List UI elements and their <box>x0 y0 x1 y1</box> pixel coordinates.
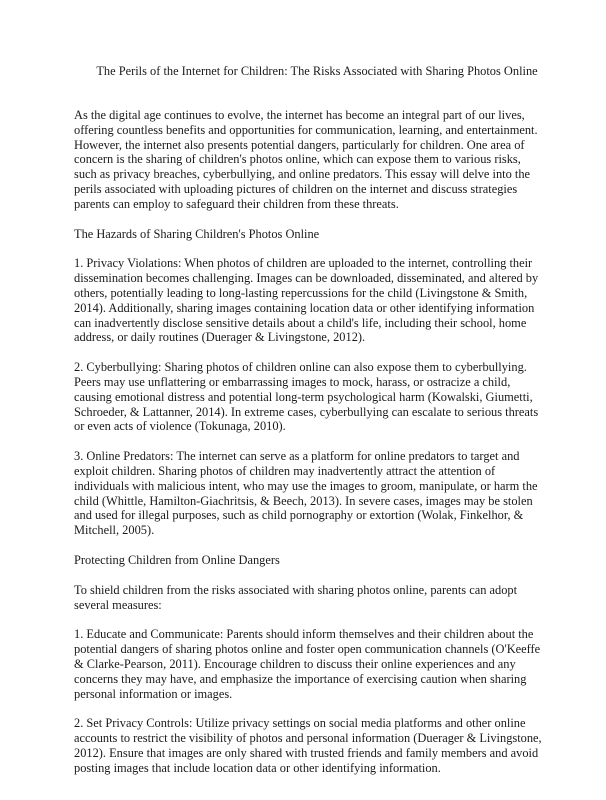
paragraph-online-predators: 3. Online Predators: The internet can serve as a platform for online predators to target and exploit children. Sharing photos of children may inadvertently attract the attention of individuals with malicious intent, who may use the images to groom, manipulate, or harm the child (Whittle, Hamilton-Giachritsis, & Beech, 2013). In severe cases, images may be stolen and used for illegal purposes, such as child pornography or extortion (Wolak, Finkelhor, & Mitchell, 2005). <box>74 449 538 538</box>
intro-paragraph: As the digital age continues to evolve, the internet has become an integral part of our lives, offering countless benefits and opportunities for communication, learning, and entertainment. However, the internet also presents potential dangers, particularly for children. One area of concern is the sharing of children's photos online, which can expose them to various risks, such as privacy breaches, cyberbullying, and online predators. This essay will delve into the perils associated with uploading pictures of children on the internet and discuss strategies parents can employ to safeguard their children from these threats. <box>74 108 538 211</box>
section-heading-protecting: Protecting Children from Online Dangers <box>74 552 280 567</box>
paragraph-privacy-controls: 2. Set Privacy Controls: Utilize privacy settings on social media platforms and other online accounts to restrict the visibility of photos and personal information (Duerager & Livingstone, 2012). Ensure that images are only shared with trusted friends and family members and avoid posting images that include location data or other identifying information. <box>74 716 542 775</box>
paragraph-privacy-violations: 1. Privacy Violations: When photos of children are uploaded to the internet, controlling their dissemination becomes challenging. Images can be downloaded, disseminated, and altered by others, potentially leading to long-lasting repercussions for the child (Livingstone & Smith, 2014). Additionally, sharing images containing location data or other identifying information can inadvertently disclose sensitive details about a child's life, including their school, home address, or daily routines (Duerager & Livingstone, 2012). <box>74 256 539 345</box>
document-title: The Perils of the Internet for Children: The Risks Associated with Sharing Photos Online <box>96 64 538 78</box>
paragraph-educate-communicate: 1. Educate and Communicate: Parents should inform themselves and their children about the potential dangers of sharing photos online and foster open communication channels (O'Keeffe & Clarke-Pearson, 2011). Encourage children to discuss their online experiences and any concerns they may have, and emphasize the importance of exercising caution when sharing personal information or images. <box>74 627 541 701</box>
section-heading-hazards: The Hazards of Sharing Children's Photos Online <box>74 226 320 241</box>
paragraph-measures-intro: To shield children from the risks associated with sharing photos online, parents can adopt several measures: <box>74 582 518 612</box>
paragraph-cyberbullying: 2. Cyberbullying: Sharing photos of children online can also expose them to cyberbullying. Peers may use unflattering or embarrassing images to mock, harass, or ostracize a child, causing emotional distress and potential long-term psychological harm (Kowalski, Giumetti, Schroeder, & Lattanner, 2014). In extreme cases, cyberbullying can escalate to serious threats or even acts of violence (Tokunaga, 2010). <box>74 360 539 434</box>
